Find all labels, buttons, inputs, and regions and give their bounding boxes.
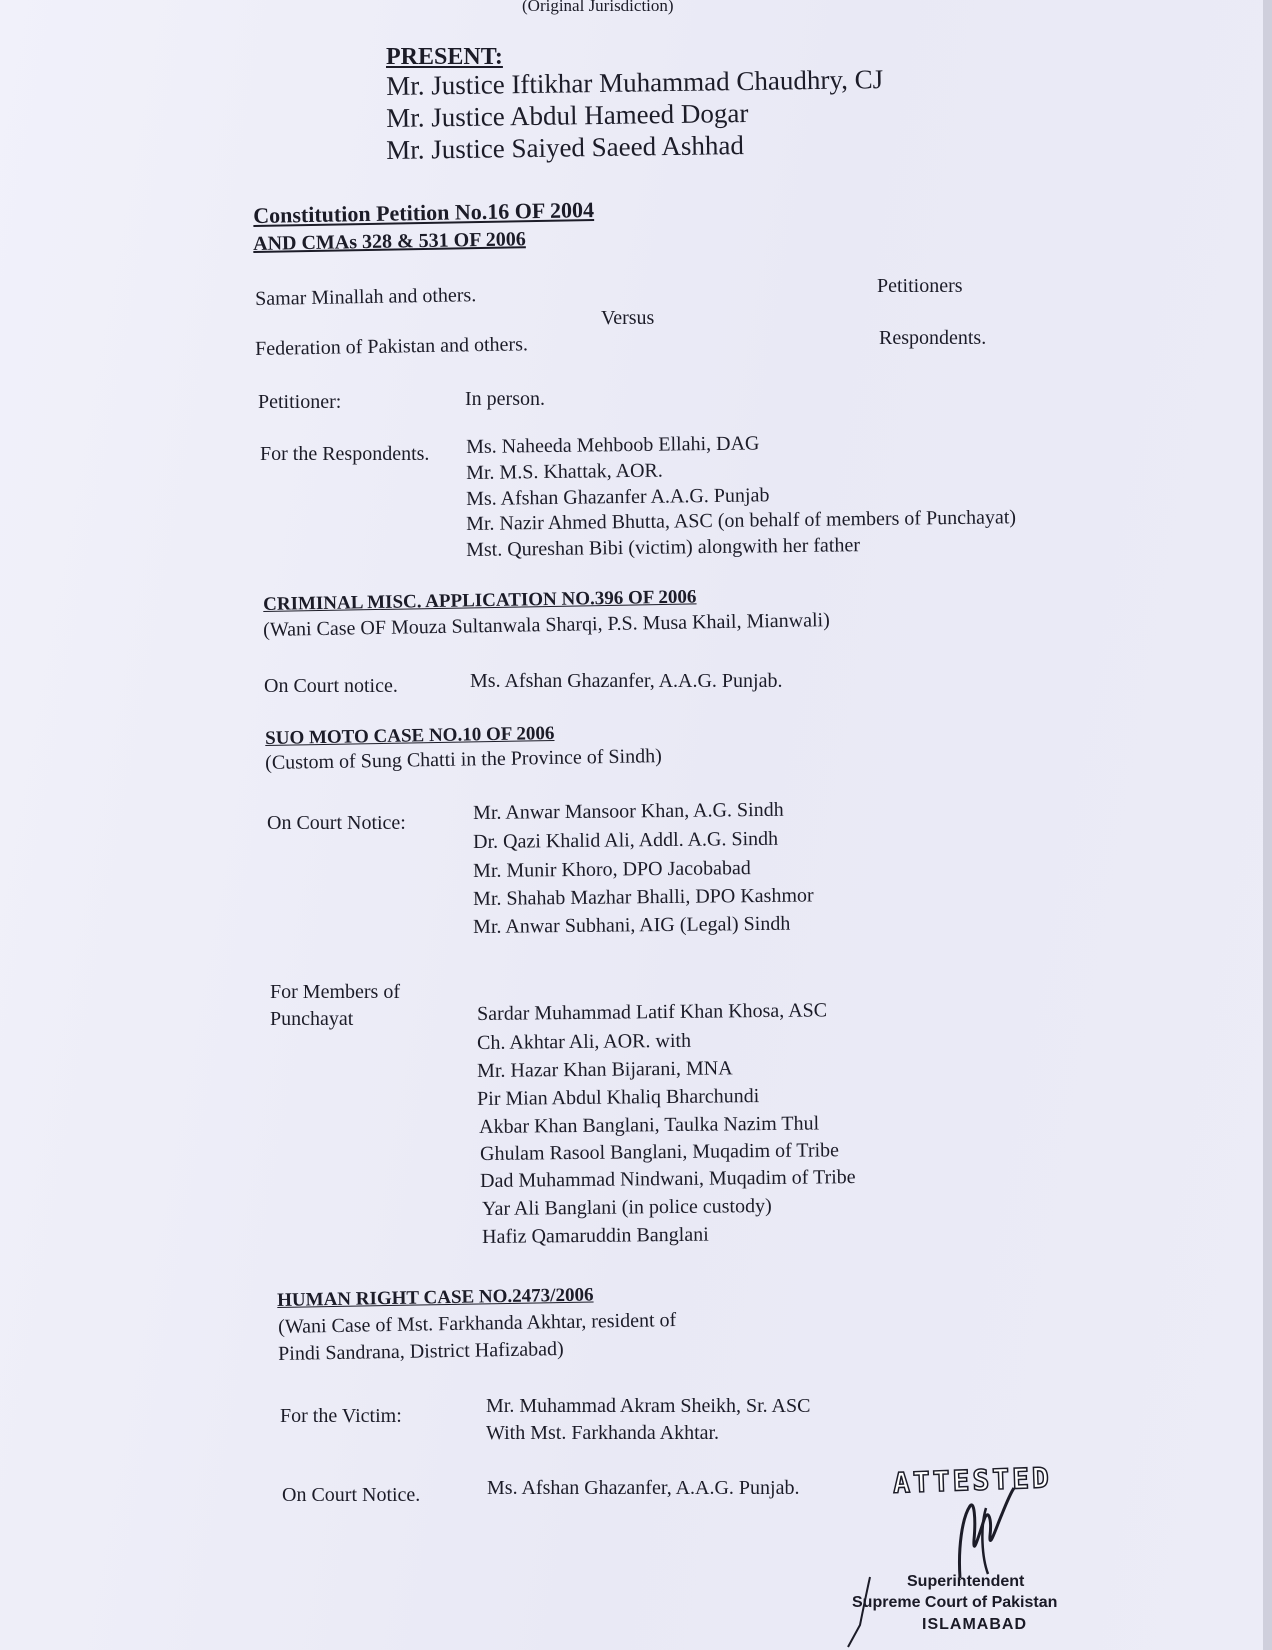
suo-moto-title: SUO MOTO CASE NO.10 OF 2006 xyxy=(265,722,555,749)
respondents-counsel-2: Mr. M.S. Khattak, AOR. xyxy=(466,459,663,484)
judge-2: Mr. Justice Abdul Hameed Dogar xyxy=(386,97,749,133)
stamp-court: Supreme Court of Pakistan xyxy=(852,1594,1058,1611)
stamp-city: ISLAMABAD xyxy=(922,1616,1027,1633)
members-label-2: Punchayat xyxy=(270,1008,354,1030)
criminal-misc-notice-label: On Court notice. xyxy=(264,675,398,697)
suo-moto-notice-2: Dr. Qazi Khalid Ali, Addl. A.G. Sindh xyxy=(473,827,779,853)
respondents-label: For the Respondents. xyxy=(260,443,430,465)
criminal-misc-title: CRIMINAL MISC. APPLICATION NO.396 OF 2006 xyxy=(263,586,697,615)
stamp-title: Superintendent xyxy=(907,1573,1025,1590)
member-4: Pir Mian Abdul Khaliq Bharchundi xyxy=(477,1085,760,1110)
human-right-notice-label: On Court Notice. xyxy=(282,1484,421,1506)
judge-3: Mr. Justice Saiyed Saeed Ashhad xyxy=(386,130,745,165)
respondents-counsel-5: Mst. Qureshan Bibi (victim) alongwith her father xyxy=(466,534,861,561)
member-8: Yar Ali Banglani (in police custody) xyxy=(482,1194,772,1220)
human-right-subtitle-1: (Wani Case of Mst. Farkhanda Akhtar, resident of xyxy=(278,1309,677,1338)
respondents-counsel-3: Ms. Afshan Ghazanfer A.A.G. Punjab xyxy=(466,484,770,510)
member-6: Ghulam Rasool Banglani, Muqadim of Tribe xyxy=(480,1139,840,1165)
human-right-notice-value: Ms. Afshan Ghazanfer, A.A.G. Punjab. xyxy=(487,1477,800,1499)
victim-counsel-2: With Mst. Farkhanda Akhtar. xyxy=(486,1422,720,1444)
suo-moto-notice-5: Mr. Anwar Subhani, AIG (Legal) Sindh xyxy=(473,912,791,938)
respondents-counsel-1: Ms. Naheeda Mehboob Ellahi, DAG xyxy=(466,432,760,458)
respondent-party: Federation of Pakistan and others. xyxy=(255,333,529,360)
suo-moto-notice-3: Mr. Munir Khoro, DPO Jacobabad xyxy=(473,857,751,882)
page-edge xyxy=(1263,0,1272,1650)
victim-counsel-1: Mr. Muhammad Akram Sheikh, Sr. ASC xyxy=(486,1395,811,1417)
member-9: Hafiz Qamaruddin Banglani xyxy=(482,1223,709,1248)
member-3: Mr. Hazar Khan Bijarani, MNA xyxy=(477,1057,733,1082)
present-heading: PRESENT: xyxy=(386,44,503,70)
human-right-subtitle-2: Pindi Sandrana, District Hafizabad) xyxy=(278,1338,564,1365)
judge-1: Mr. Justice Iftikhar Muhammad Chaudhry, CJ xyxy=(386,64,884,101)
respondents-counsel-4: Mr. Nazir Ahmed Bhutta, ASC (on behalf of members of Punchayat) xyxy=(466,506,1017,535)
member-5: Akbar Khan Banglani, Taulka Nazim Thul xyxy=(479,1112,820,1138)
member-1: Sardar Muhammad Latif Khan Khosa, ASC xyxy=(477,999,828,1025)
petitioner-role: Petitioners xyxy=(877,275,963,297)
petitioner-party: Samar Minallah and others. xyxy=(255,284,477,310)
signature-mark xyxy=(940,1478,1030,1588)
jurisdiction-line: (Original Jurisdiction) xyxy=(522,0,674,15)
petitioner-label: Petitioner: xyxy=(258,391,342,413)
member-7: Dad Muhammad Nindwani, Muqadim of Tribe xyxy=(480,1166,856,1192)
member-2: Ch. Akhtar Ali, AOR. with xyxy=(477,1029,692,1054)
suo-moto-subtitle: (Custom of Sung Chatti in the Province of Sindh) xyxy=(265,745,662,774)
suo-moto-notice-1: Mr. Anwar Mansoor Khan, A.G. Sindh xyxy=(473,798,784,824)
constitution-petition-subtitle: AND CMAs 328 & 531 OF 2006 xyxy=(253,228,526,255)
human-right-title: HUMAN RIGHT CASE NO.2473/2006 xyxy=(277,1284,594,1311)
respondent-role: Respondents. xyxy=(879,327,987,349)
suo-moto-notice-label: On Court Notice: xyxy=(267,812,406,834)
criminal-misc-subtitle: (Wani Case OF Mouza Sultanwala Sharqi, P.S. Musa Khail, Mianwali) xyxy=(263,609,830,641)
attested-stamp: ATTESTED xyxy=(892,1461,1053,1500)
victim-label: For the Victim: xyxy=(280,1405,402,1427)
constitution-petition-title: Constitution Petition No.16 OF 2004 xyxy=(253,197,595,228)
initial-mark xyxy=(840,1575,880,1650)
members-label-1: For Members of xyxy=(270,981,400,1003)
criminal-misc-notice-value: Ms. Afshan Ghazanfer, A.A.G. Punjab. xyxy=(470,670,783,692)
versus-label: Versus xyxy=(601,307,655,329)
petitioner-value: In person. xyxy=(465,388,545,410)
suo-moto-notice-4: Mr. Shahab Mazhar Bhalli, DPO Kashmor xyxy=(473,884,814,910)
